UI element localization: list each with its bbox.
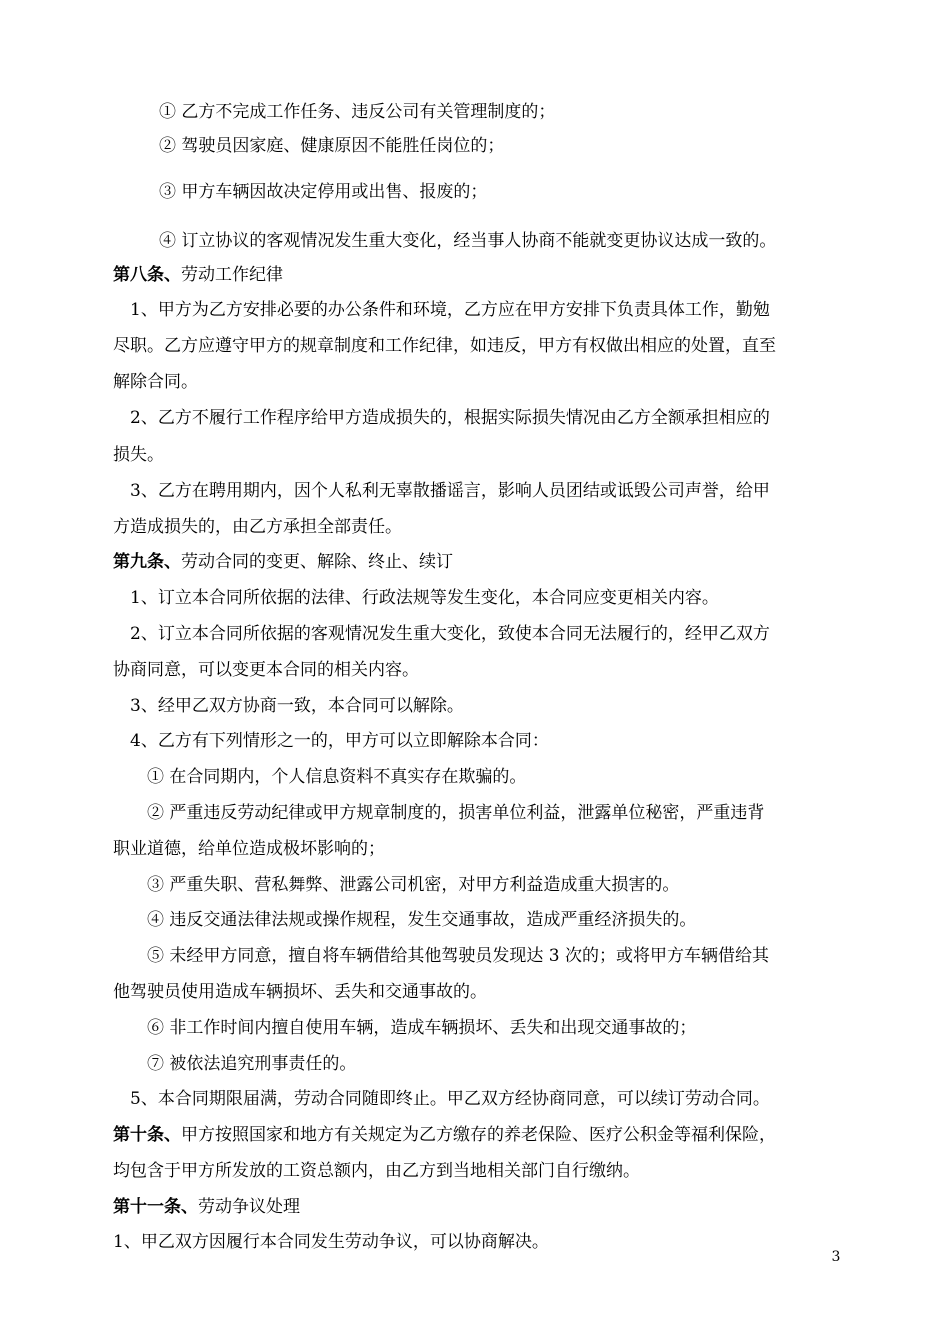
clause-7-item-2: ② 驾驶员因家庭、健康原因不能胜任岗位的；: [159, 136, 505, 156]
article-11-heading: [113, 1194, 840, 1220]
article-9-para-5: 5、本合同期限届满，劳动合同随即终止。甲乙双方经协商同意，可以续订劳动合同。: [130, 1089, 770, 1109]
article-8-para-1-line-1: 1、甲方为乙方安排必要的办公条件和环境，乙方应在甲方安排下负责具体工作，勤勉: [130, 300, 770, 320]
article-8-heading: [113, 262, 840, 288]
article-9-item-5-line-1: ⑤ 未经甲方同意，擅自将车辆借给其他驾驶员发现达 3 次的；或将甲方车辆借给其: [147, 946, 770, 966]
article-9-item-6: ⑥ 非工作时间内擅自使用车辆，造成车辆损坏、丢失和出现交通事故的；: [147, 1018, 697, 1038]
article-9-item-1: ① 在合同期内，个人信息资料不真实存在欺骗的。: [147, 767, 527, 787]
article-11-para-1: 1、甲乙双方因履行本合同发生劳动争议，可以协商解决。: [113, 1232, 549, 1252]
article-10-number: 第十条、: [113, 1125, 181, 1145]
article-9-heading: [113, 549, 840, 575]
article-9-item-7: ⑦ 被依法追究刑事责任的。: [147, 1054, 357, 1074]
article-9-item-5-line-2: 他驾驶员使用造成车辆损坏、丢失和交通事故的。: [113, 982, 487, 1002]
article-8-title: 劳动工作纪律: [181, 265, 283, 285]
article-9-number: 第九条、: [113, 552, 181, 572]
article-9-item-4: ④ 违反交通法律法规或操作规程，发生交通事故，造成严重经济损失的。: [147, 910, 697, 930]
article-9-item-2-line-2: 职业道德，给单位造成极坏影响的；: [113, 839, 385, 859]
article-10-text: 甲方按照国家和地方有关规定为乙方缴存的养老保险、医疗公积金等福利保险，: [181, 1125, 776, 1145]
article-8-para-2-line-1: 2、乙方不履行工作程序给甲方造成损失的，根据实际损失情况由乙方全额承担相应的: [130, 408, 770, 428]
article-11-title: 劳动争议处理: [198, 1197, 300, 1217]
article-8-para-3-line-1: 3、乙方在聘用期内，因个人私利无辜散播谣言，影响人员团结或诋毁公司声誉，给甲: [130, 481, 770, 501]
article-9-para-2-line-2: 协商同意，可以变更本合同的相关内容。: [113, 660, 419, 680]
article-8-para-1-line-3: 解除合同。: [113, 372, 198, 392]
page-number: 3: [831, 1249, 841, 1265]
article-9-para-4: 4、乙方有下列情形之一的，甲方可以立即解除本合同：: [130, 731, 549, 751]
article-8-para-2-line-2: 损失。: [113, 445, 164, 465]
article-9-para-1: 1、订立本合同所依据的法律、行政法规等发生变化，本合同应变更相关内容。: [130, 588, 719, 608]
clause-7-item-3: ③ 甲方车辆因故决定停用或出售、报废的；: [159, 182, 488, 202]
article-8-number: 第八条、: [113, 265, 181, 285]
article-9-item-3: ③ 严重失职、营私舞弊、泄露公司机密，对甲方利益造成重大损害的。: [147, 875, 680, 895]
article-9-title: 劳动合同的变更、解除、终止、续订: [181, 552, 453, 572]
article-11-number: 第十一条、: [113, 1197, 198, 1217]
clause-7-item-4: ④ 订立协议的客观情况发生重大变化，经当事人协商不能就变更协议达成一致的。: [159, 231, 777, 251]
article-8-para-1-line-2: 尽职。乙方应遵守甲方的规章制度和工作纪律，如违反，甲方有权做出相应的处置，直至: [113, 336, 776, 356]
article-9-para-3: 3、经甲乙双方协商一致，本合同可以解除。: [130, 696, 464, 716]
article-8-para-3-line-2: 方造成损失的，由乙方承担全部责任。: [113, 517, 402, 537]
article-10-line-2: 均包含于甲方所发放的工资总额内，由乙方到当地相关部门自行缴纳。: [113, 1161, 640, 1181]
article-10-line-1: [113, 1122, 840, 1148]
article-9-para-2-line-1: 2、订立本合同所依据的客观情况发生重大变化，致使本合同无法履行的，经甲乙双方: [130, 624, 770, 644]
clause-7-item-1: ① 乙方不完成工作任务、违反公司有关管理制度的；: [159, 102, 556, 122]
article-9-item-2-line-1: ② 严重违反劳动纪律或甲方规章制度的，损害单位利益，泄露单位秘密，严重违背: [147, 803, 765, 823]
